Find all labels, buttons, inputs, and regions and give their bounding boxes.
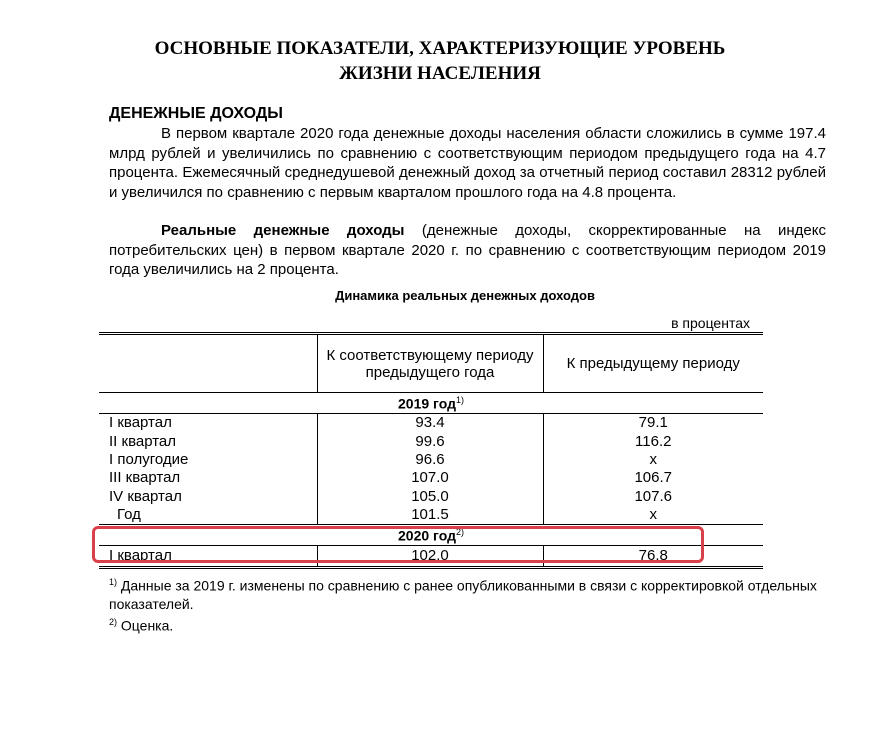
footnotes: [109, 573, 829, 634]
page-title-line2: ЖИЗНИ НАСЕЛЕНИЯ: [339, 63, 541, 84]
header-cell-prev-period: К предыдущему периоду: [543, 334, 763, 393]
row-label: II квартал: [109, 432, 177, 450]
real-income-description: (денежные доходы, скорректированные на индекс потребительских цен) в первом квартале 2020 г. по сравнению с соответствующим периодом 2019 года увеличились на 2 процента.: [109, 222, 826, 278]
row-value-prev-year: 93.4: [317, 414, 543, 433]
real-income-paragraph: [109, 221, 826, 280]
footnote-2: [109, 613, 829, 635]
row-label: III квартал: [109, 469, 181, 487]
year-label-text: 2020 год: [398, 527, 456, 544]
table-row: [99, 414, 763, 433]
table-header-row: [99, 334, 763, 393]
footnote-1-mark: 1): [109, 577, 118, 587]
table-row: [99, 451, 763, 469]
table-row: [99, 506, 763, 525]
footnote-ref: 2): [455, 527, 464, 538]
row-value-prev-year: 105.0: [317, 488, 543, 506]
year-label-2019: [99, 393, 763, 414]
year-row-2019: [99, 393, 763, 414]
page-title-line1: ОСНОВНЫЕ ПОКАЗАТЕЛИ, ХАРАКТЕРИЗУЮЩИЕ УРОВЕНЬ: [154, 38, 726, 59]
footnote-2-text: Оценка.: [117, 617, 174, 634]
income-paragraph: В первом квартале 2020 года денежные доходы населения области сложились в сумме 197.4 млрд рублей и увеличились по сравнению с соответствующим периодом предыдущего года на 4.7 процента. Ежемесячный среднедушевой денежный доход за отчетный период составил 28312 рублей и увеличился по сравнению с первым кварталом прошлого года на 4.8 процента.: [109, 125, 826, 201]
row-value-prev-period: 116.2: [635, 432, 672, 450]
row-value-prev-year: 107.0: [317, 469, 543, 487]
section-heading: ДЕНЕЖНЫЕ ДОХОДЫ: [109, 105, 283, 122]
footnote-ref: 1): [455, 394, 464, 405]
row-value-prev-period: 79.1: [638, 414, 668, 432]
row-value-prev-year: 99.6: [317, 432, 543, 450]
row-value-prev-year: 96.6: [317, 451, 543, 469]
row-value-prev-period: 76.8: [543, 546, 763, 568]
row-label: IV квартал: [109, 487, 182, 505]
table-row: [99, 432, 763, 450]
footnote-1: [109, 573, 829, 613]
table-caption: Динамика реальных денежных доходов: [335, 288, 595, 303]
row-label: I квартал: [99, 546, 317, 568]
page-title: [90, 36, 790, 86]
row-value-prev-period: x: [543, 506, 763, 525]
row-value-prev-period: x: [649, 450, 657, 468]
row-label: Год: [99, 506, 317, 525]
row-value-prev-period: 107.6: [634, 487, 673, 505]
highlight-box: [92, 526, 704, 563]
table-unit: в процентах: [671, 315, 750, 331]
row-value-prev-year: 102.0: [317, 546, 543, 568]
table-row: [99, 488, 763, 506]
row-label: I полугодие: [109, 450, 189, 468]
row-value-prev-year: 101.5: [317, 506, 543, 525]
table-row: [99, 469, 763, 487]
header-cell-prev-year: К соответствующему периоду предыдущего года: [317, 334, 543, 393]
footnote-1-text: Данные за 2019 г. изменены по сравнению с ранее опубликованными в связи с корректировкой отдельных показателей.: [109, 577, 817, 612]
row-value-prev-period: 106.7: [634, 469, 673, 487]
real-income-term: Реальные денежные доходы: [161, 222, 405, 239]
footnote-2-mark: 2): [109, 616, 118, 627]
row-label: I квартал: [109, 414, 172, 432]
year-label-text: 2019 год: [398, 395, 456, 412]
header-cell-empty: [99, 334, 317, 393]
